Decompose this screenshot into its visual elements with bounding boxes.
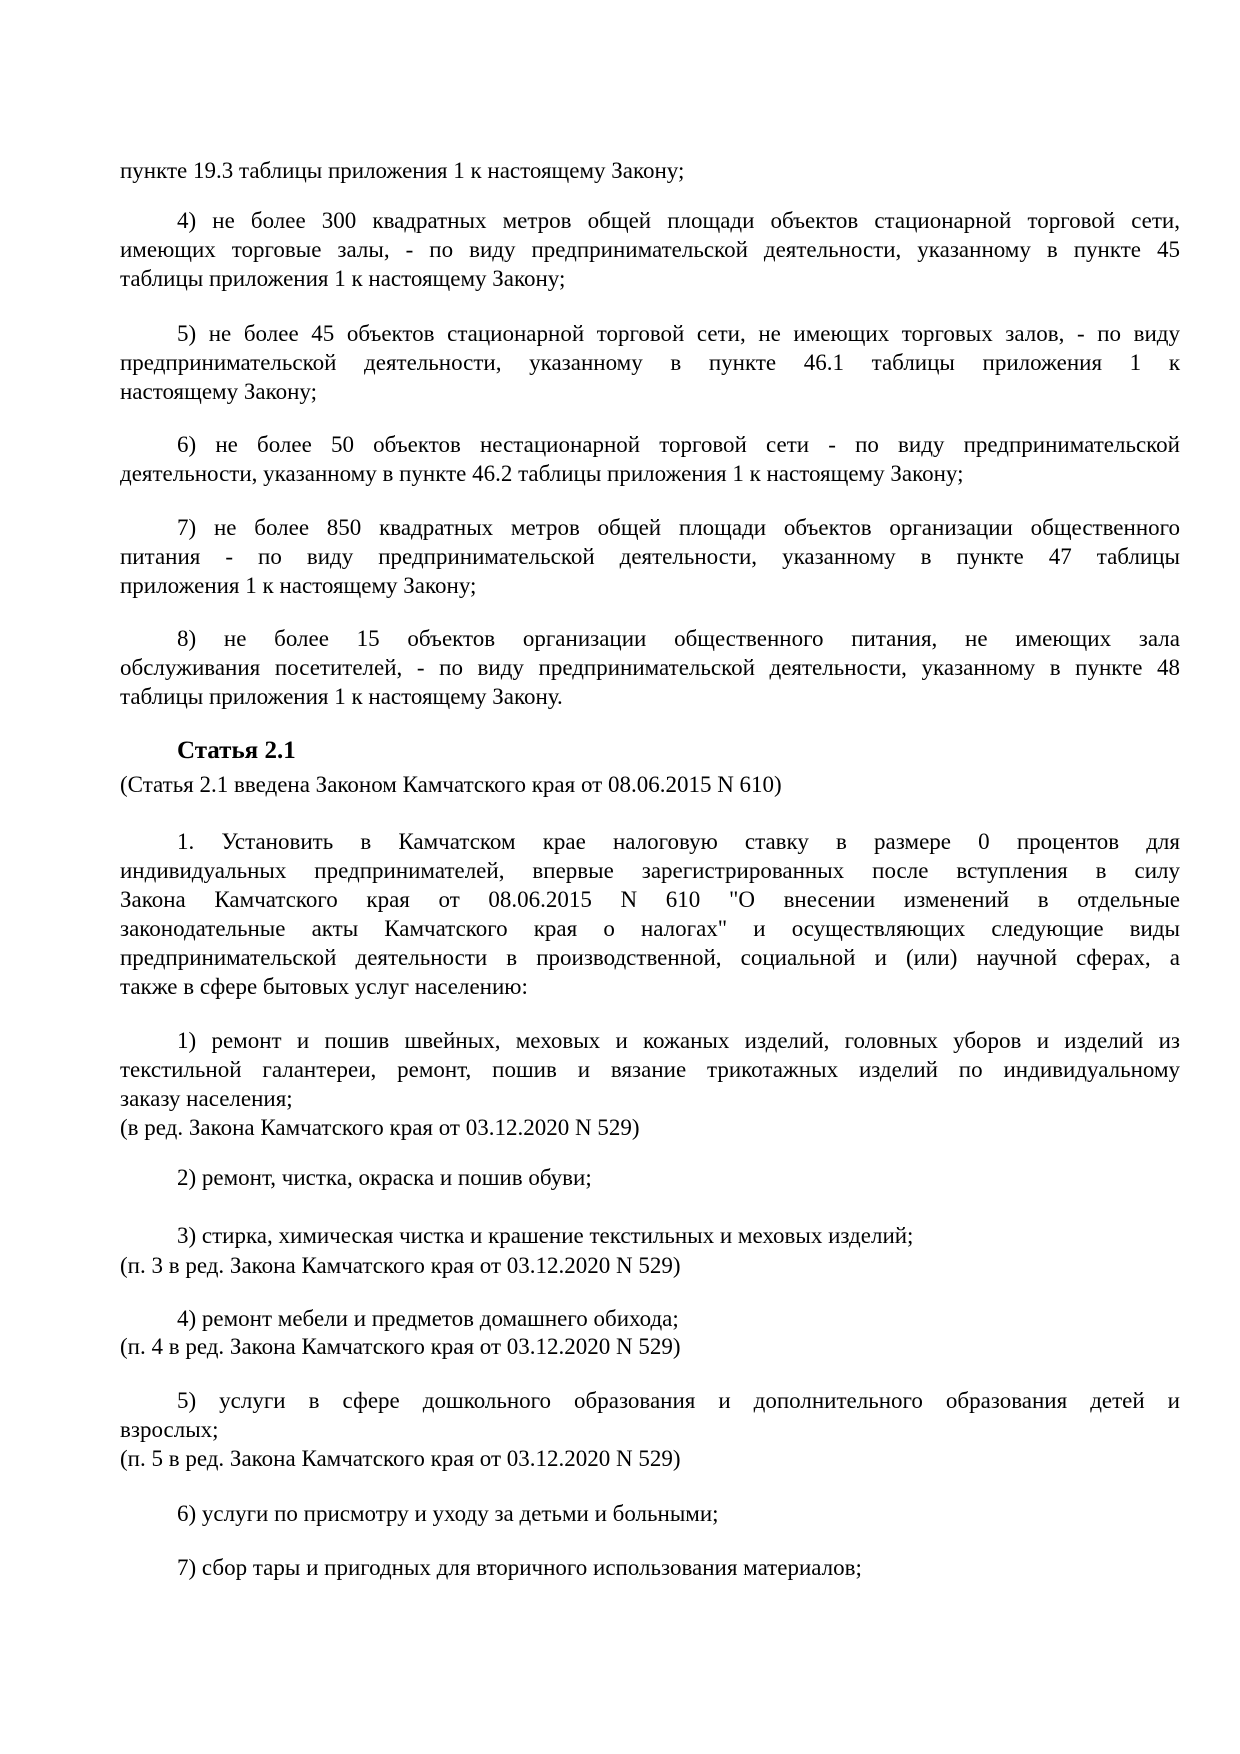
text-line: также в сфере бытовых услуг населению:: [120, 974, 528, 999]
text-line: 8) не более 15 объектов организации общественного питания, не имеющих зала: [177, 626, 1180, 651]
text-line: предпринимательской деятельности, указанному в пункте 46.1 таблицы приложения 1 к: [120, 350, 1180, 375]
paragraph: [120, 1221, 1180, 1250]
text-line: (п. 3 в ред. Закона Камчатского края от 03.12.2020 N 529): [120, 1253, 681, 1278]
paragraph: [120, 624, 1180, 711]
paragraph: [120, 513, 1180, 600]
text-line: 4) ремонт мебели и предметов домашнего обихода;: [177, 1306, 679, 1331]
article-heading: [120, 736, 1180, 765]
text-line: индивидуальных предпринимателей, впервые зарегистрированных после вступления в силу: [120, 858, 1180, 883]
text-line: 4) не более 300 квадратных метров общей площади объектов стационарной торговой сети,: [177, 208, 1180, 233]
text-line: 2) ремонт, чистка, окраска и пошив обуви;: [177, 1165, 592, 1190]
text-line: 3) стирка, химическая чистка и крашение текстильных и меховых изделий;: [177, 1223, 914, 1248]
paragraph: [120, 1553, 1180, 1582]
text-line: Закона Камчатского края от 08.06.2015 N 610 "О внесении изменений в отдельные: [120, 887, 1180, 912]
text-line: текстильной галантереи, ремонт, пошив и вязание трикотажных изделий по индивидуальному: [120, 1057, 1180, 1082]
paragraph: [120, 430, 1180, 488]
text-line: 1. Установить в Камчатском крае налоговую ставку в размере 0 процентов для: [177, 829, 1180, 854]
text-line: 6) не более 50 объектов нестационарной торговой сети - по виду предпринимательской: [177, 432, 1180, 457]
text-line: (п. 5 в ред. Закона Камчатского края от 03.12.2020 N 529): [120, 1446, 681, 1471]
paragraph: [120, 156, 1180, 185]
text-line: таблицы приложения 1 к настоящему Закону;: [120, 266, 566, 291]
text-line: 1) ремонт и пошив швейных, меховых и кожаных изделий, головных уборов и изделий из: [177, 1028, 1180, 1053]
text-line: 7) сбор тары и пригодных для вторичного использования материалов;: [177, 1555, 862, 1580]
text-line: (Статья 2.1 введена Законом Камчатского края от 08.06.2015 N 610): [120, 772, 782, 797]
amendment-note: [120, 770, 1180, 799]
text-line: 5) не более 45 объектов стационарной торговой сети, не имеющих торговых залов, - по виду: [177, 321, 1180, 346]
amendment-note: [120, 1251, 1180, 1280]
text-line: питания - по виду предпринимательской деятельности, указанному в пункте 47 таблицы: [120, 544, 1180, 569]
text-line: таблицы приложения 1 к настоящему Закону.: [120, 684, 563, 709]
text-line: (в ред. Закона Камчатского края от 03.12.2020 N 529): [120, 1115, 640, 1140]
paragraph: [120, 319, 1180, 406]
paragraph: [120, 1163, 1180, 1192]
text-line: Статья 2.1: [177, 737, 296, 764]
text-line: 5) услуги в сфере дошкольного образования и дополнительного образования детей и: [177, 1388, 1180, 1413]
amendment-note: [120, 1332, 1180, 1361]
text-line: пункте 19.3 таблицы приложения 1 к настоящему Закону;: [120, 158, 685, 183]
text-line: заказу населения;: [120, 1086, 293, 1111]
amendment-note: [120, 1113, 1180, 1142]
paragraph: [120, 1304, 1180, 1333]
text-line: предпринимательской деятельности в производственной, социальной и (или) научной сферах, а: [120, 945, 1180, 970]
amendment-note: [120, 1444, 1180, 1473]
paragraph: [120, 206, 1180, 293]
paragraph: [120, 1026, 1180, 1113]
text-line: деятельности, указанному в пункте 46.2 таблицы приложения 1 к настоящему Закону;: [120, 461, 964, 486]
text-line: законодательные акты Камчатского края о налогах" и осуществляющих следующие виды: [120, 916, 1180, 941]
text-line: приложения 1 к настоящему Закону;: [120, 573, 477, 598]
text-line: 6) услуги по присмотру и уходу за детьми и больными;: [177, 1501, 719, 1526]
paragraph: [120, 1386, 1180, 1444]
text-line: взрослых;: [120, 1417, 219, 1442]
text-line: обслуживания посетителей, - по виду предпринимательской деятельности, указанному в пункте 48: [120, 655, 1180, 680]
text-line: настоящему Закону;: [120, 379, 317, 404]
text-line: имеющих торговые залы, - по виду предпринимательской деятельности, указанному в пункте 45: [120, 237, 1180, 262]
text-line: (п. 4 в ред. Закона Камчатского края от 03.12.2020 N 529): [120, 1334, 681, 1359]
paragraph: [120, 827, 1180, 1001]
text-line: 7) не более 850 квадратных метров общей площади объектов организации общественного: [177, 515, 1180, 540]
paragraph: [120, 1499, 1180, 1528]
